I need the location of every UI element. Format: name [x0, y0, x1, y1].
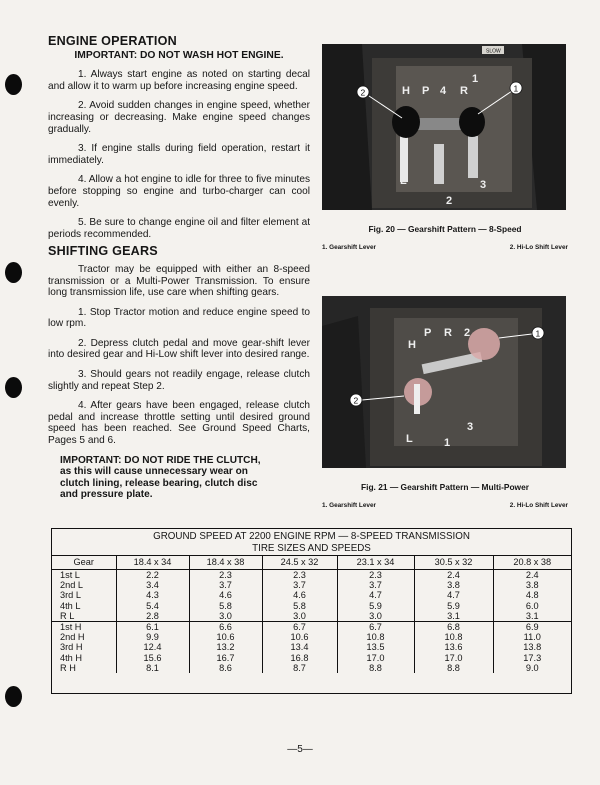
fig21-legend-item-2: 2. Hi-Lo Shift Lever: [509, 502, 568, 509]
clutch-important-line: IMPORTANT: DO NOT RIDE THE CLUTCH,: [60, 454, 261, 466]
speed-cell: 10.6: [189, 632, 262, 642]
shifting-step: 4. After gears have been engaged, release clutch pedal and increase throttle setting until desired ground speed has been reached. See Ground Speed Charts, Pages 5 and 6.: [48, 400, 310, 447]
binder-hole: [5, 262, 22, 283]
table-row: [52, 601, 571, 611]
gear-cell: 2nd H: [52, 632, 116, 642]
speed-cell: 6.1: [116, 622, 189, 633]
speed-cell: 16.8: [262, 653, 337, 663]
fig20-callout: 1: [513, 83, 519, 94]
gear-cell: 4th L: [52, 601, 116, 611]
speed-cell: 2.3: [262, 570, 337, 581]
gear-cell: 3rd L: [52, 590, 116, 600]
speed-cell: 3.1: [525, 610, 539, 621]
speed-cell: 2.3: [337, 570, 414, 581]
table-row: [52, 663, 571, 673]
clutch-important-line: and pressure plate.: [60, 489, 153, 501]
fig20-decal-text: SLOW: [486, 48, 501, 55]
fig20-legend-item-1: 1. Gearshift Lever: [322, 244, 376, 251]
speed-cell: 12.4: [116, 642, 189, 652]
fig21-label: H: [408, 339, 416, 351]
fig20-label: H: [402, 85, 410, 97]
speed-cell: 3.7: [189, 580, 262, 590]
fig21-label: P: [424, 327, 432, 339]
fig20-label: R: [460, 85, 468, 97]
speed-cell: 3.0: [262, 611, 337, 622]
table-header-cell: 18.4 x 38: [189, 556, 262, 570]
engine-operation-heading: ENGINE OPERATION: [48, 34, 177, 48]
gear-cell: R L: [52, 611, 116, 622]
binder-hole: [5, 686, 22, 707]
engine-step: 4. Allow a hot engine to idle for three to five minutes before stopping so engine and turbo-charger can cool evenly.: [48, 174, 310, 209]
speed-cell: 8.8: [337, 663, 414, 673]
fig21-callout: 1: [535, 328, 541, 339]
ground-speed-grid: [52, 529, 571, 673]
table-title: GROUND SPEED AT 2200 ENGINE RPM — 8-SPEED TRANSMISSION: [153, 531, 470, 543]
table-header-cell: 23.1 x 34: [337, 556, 414, 570]
table-row: [52, 642, 571, 652]
fig20-callout: 2: [360, 87, 366, 98]
fig21-label: 2: [464, 327, 471, 339]
binder-hole: [5, 74, 22, 95]
speed-cell: 4.8: [525, 590, 539, 601]
speed-cell: 2.4: [414, 570, 493, 581]
gear-cell: 4th H: [52, 653, 116, 663]
fig20-caption: Fig. 20 — Gearshift Pattern — 8-Speed: [368, 224, 522, 234]
engine-step: 2. Avoid sudden changes in engine speed, whether increasing or decreasing. Make engine speed changes gradually.: [48, 100, 310, 135]
table-subtitle: TIRE SIZES AND SPEEDS: [52, 543, 571, 556]
speed-cell: 2.2: [116, 570, 189, 581]
fig20-label: 4: [440, 85, 447, 97]
fig20-label: 3: [480, 179, 487, 191]
speed-cell: 3.4: [116, 580, 189, 590]
fig21-photo: [322, 296, 566, 468]
shifting-step: 2. Depress clutch pedal and move gear-shift lever into desired gear and Hi-Low shift lever into desired range.: [48, 337, 310, 361]
speed-cell: 6.0: [525, 600, 539, 611]
speed-cell: 13.5: [337, 642, 414, 652]
fig20-legend: [322, 244, 568, 251]
speed-cell: 4.3: [116, 590, 189, 600]
page-number: —5—: [287, 744, 313, 755]
left-column: [48, 36, 310, 501]
speed-cell: 3.7: [262, 580, 337, 590]
speed-cell: 8.6: [189, 663, 262, 673]
fig21-illustration: [322, 296, 566, 468]
clutch-important-line: as this will cause unnecessary wear on: [60, 466, 248, 478]
table-row: [52, 611, 571, 622]
gear-cell: 1st L: [52, 570, 116, 581]
speed-cell: 13.6: [414, 642, 493, 652]
ground-speed-table: [51, 528, 572, 694]
fig21-legend-item-1: 1. Gearshift Lever: [322, 502, 376, 509]
table-body: [52, 570, 571, 674]
fig20-label: P: [422, 85, 430, 97]
speed-cell: 6.9: [493, 622, 571, 633]
table-header-cell: 20.8 x 38: [493, 556, 571, 570]
fig20-illustration: [322, 44, 566, 210]
speed-cell: 15.6: [116, 653, 189, 663]
shifting-gears-heading: SHIFTING GEARS: [48, 244, 158, 259]
speed-cell: 3.8: [414, 580, 493, 590]
speed-cell: 5.4: [116, 601, 189, 611]
speed-cell: 2.4: [525, 570, 539, 580]
fig20-legend-item-2: 2. Hi-Lo Shift Lever: [509, 244, 568, 251]
fig21-caption: Fig. 21 — Gearshift Pattern — Multi-Power: [361, 482, 529, 492]
engine-important-note: IMPORTANT: DO NOT WASH HOT ENGINE.: [74, 49, 284, 61]
table-header-cell: 30.5 x 32: [414, 556, 493, 570]
speed-cell: 10.8: [414, 632, 493, 642]
speed-cell: 6.7: [337, 622, 414, 633]
speed-cell: 3.1: [414, 611, 493, 622]
speed-cell: 4.7: [337, 590, 414, 600]
speed-cell: 5.8: [262, 601, 337, 611]
speed-cell: 6.7: [262, 622, 337, 633]
table-row: [52, 580, 571, 590]
table-row: [52, 590, 571, 600]
gear-cell: R H: [52, 663, 116, 673]
fig20-label: 1: [472, 73, 479, 85]
speed-cell: 13.4: [262, 642, 337, 652]
fig21-label: L: [406, 433, 413, 445]
gear-cell: 3rd H: [52, 642, 116, 652]
table-row: [52, 653, 571, 663]
speed-cell: 8.7: [262, 663, 337, 673]
fig20-label: 2: [446, 195, 453, 207]
speed-cell: 9.9: [116, 632, 189, 642]
table-header-row: [52, 556, 571, 570]
table-row: [52, 570, 571, 581]
speed-cell: 2.3: [189, 570, 262, 581]
speed-cell: 3.7: [337, 580, 414, 590]
binder-hole: [5, 377, 22, 398]
speed-cell: 4.6: [262, 590, 337, 600]
speed-cell: 8.8: [414, 663, 493, 673]
speed-cell: 4.6: [189, 590, 262, 600]
fig20-photo: [322, 44, 566, 210]
table-header-cell: 18.4 x 34: [116, 556, 189, 570]
speed-cell: 6.8: [414, 622, 493, 633]
speed-cell: 3.0: [337, 611, 414, 622]
fig21-label: 3: [467, 421, 474, 433]
shifting-intro: Tractor may be equipped with either an 8-speed transmission or a Multi-Power Transmission. To ensure long transmission life, use care when shifting gears.: [48, 263, 310, 299]
speed-cell: 8.1: [116, 663, 189, 673]
gear-cell: 1st H: [52, 622, 116, 633]
speed-cell: 16.7: [189, 653, 262, 663]
speed-cell: 11.0: [523, 632, 541, 643]
fig21-callout: 2: [353, 395, 359, 406]
speed-cell: 13.8: [523, 642, 542, 653]
speed-cell: 10.6: [262, 632, 337, 642]
speed-cell: 9.0: [525, 662, 539, 673]
speed-cell: 3.0: [189, 611, 262, 622]
shifting-step: 1. Stop Tractor motion and reduce engine speed to low rpm.: [48, 306, 310, 330]
fig21-label: R: [444, 327, 452, 339]
engine-step: 3. If engine stalls during field operation, restart it immediately.: [48, 143, 310, 166]
engine-step: 5. Be sure to change engine oil and filter element at periods recommended.: [48, 217, 310, 240]
speed-cell: 2.8: [116, 611, 189, 622]
engine-step: 1. Always start engine as noted on starting decal and allow it to warm up before increasing engine speed.: [48, 69, 310, 92]
speed-cell: 4.7: [414, 590, 493, 600]
table-header-cell: Gear: [52, 556, 116, 570]
speed-cell: 5.9: [337, 601, 414, 611]
table-header-cell: 24.5 x 32: [262, 556, 337, 570]
clutch-important-note: [48, 455, 310, 501]
table-row: [52, 622, 571, 633]
speed-cell: 5.8: [189, 601, 262, 611]
speed-cell: 17.3: [523, 652, 542, 663]
speed-cell: 17.0: [337, 653, 414, 663]
speed-cell: 10.8: [337, 632, 414, 642]
speed-cell: 5.9: [414, 601, 493, 611]
shifting-step: 3. Should gears not readily engage, release clutch slightly and repeat Step 2.: [48, 369, 310, 392]
speed-cell: 3.8: [525, 580, 539, 591]
fig21-legend: [322, 502, 568, 509]
gear-cell: 2nd L: [52, 580, 116, 590]
speed-cell: 17.0: [414, 653, 493, 663]
clutch-important-line: clutch lining, release bearing, clutch disc: [60, 477, 258, 489]
table-row: [52, 632, 571, 642]
fig21-label: 1: [444, 437, 451, 449]
speed-cell: 6.6: [189, 622, 262, 633]
speed-cell: 13.2: [189, 642, 262, 652]
